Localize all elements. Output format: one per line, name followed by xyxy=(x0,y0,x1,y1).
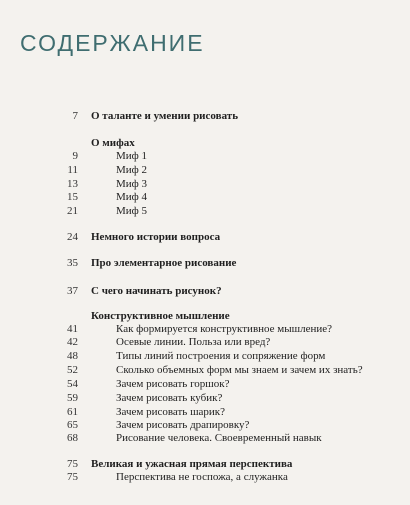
toc-page-number: 61 xyxy=(67,406,78,418)
toc-page-number: 68 xyxy=(67,432,78,444)
toc-page-number: 24 xyxy=(67,231,78,243)
contents-title: СОДЕРЖАНИЕ xyxy=(20,30,205,56)
toc-page-number: 9 xyxy=(72,150,78,162)
toc-entry-label: Миф 5 xyxy=(116,205,148,217)
toc-entry-label: О таланте и умении рисовать xyxy=(91,110,239,122)
toc-page-number: 52 xyxy=(67,364,78,376)
toc-entry-label: Немного истории вопроса xyxy=(91,231,221,243)
toc-entry-label: Конструктивное мышление xyxy=(91,310,230,322)
toc-entry-label: Миф 3 xyxy=(116,178,148,190)
toc-page-number: 75 xyxy=(67,471,78,483)
toc-page-number: 21 xyxy=(67,205,78,217)
toc-entry-label: Про элементарное рисование xyxy=(91,257,237,269)
toc-page-number: 65 xyxy=(67,419,78,431)
toc-entry-label: Типы линий построения и сопряжение форм xyxy=(116,350,326,362)
toc-entry-label: О мифах xyxy=(91,137,135,149)
toc-entry-label: С чего начинать рисунок? xyxy=(91,285,222,297)
toc-page-number: 54 xyxy=(67,378,78,390)
toc-page-number: 42 xyxy=(67,336,78,348)
toc-entry-label: Зачем рисовать горшок? xyxy=(116,378,230,390)
toc-entry-label: Великая и ужасная прямая перспектива xyxy=(91,458,293,470)
toc-entry-label: Зачем рисовать драпировку? xyxy=(116,419,250,431)
toc-entry-label: Перспектива не госпожа, а служанка xyxy=(116,471,288,483)
toc-page-number: 48 xyxy=(67,350,78,362)
toc-page-number: 7 xyxy=(72,110,78,122)
toc-entry-label: Осевые линии. Польза или вред? xyxy=(116,336,271,348)
toc-entry-label: Миф 2 xyxy=(116,164,148,176)
toc-page-number: 59 xyxy=(67,392,78,404)
toc-page-number: 11 xyxy=(67,164,78,176)
toc-page-number: 35 xyxy=(67,257,78,269)
toc-page-number: 41 xyxy=(67,323,78,335)
toc-entry-label: Сколько объемных форм мы знаем и зачем их знать? xyxy=(116,364,363,376)
toc-entry-label: Рисование человека. Своевременный навык xyxy=(116,432,322,444)
toc-page-number: 15 xyxy=(67,191,78,203)
toc-entry-label: Миф 4 xyxy=(116,191,148,203)
toc-page-number: 13 xyxy=(67,178,78,190)
toc-page-number: 37 xyxy=(67,285,78,297)
toc-entry-label: Миф 1 xyxy=(116,150,148,162)
toc-entry-label: Как формируется конструктивное мышление? xyxy=(116,323,333,335)
toc-entry-label: Зачем рисовать кубик? xyxy=(116,392,223,404)
toc-page-number: 75 xyxy=(67,458,78,470)
toc-entry-label: Зачем рисовать шарик? xyxy=(116,406,226,418)
